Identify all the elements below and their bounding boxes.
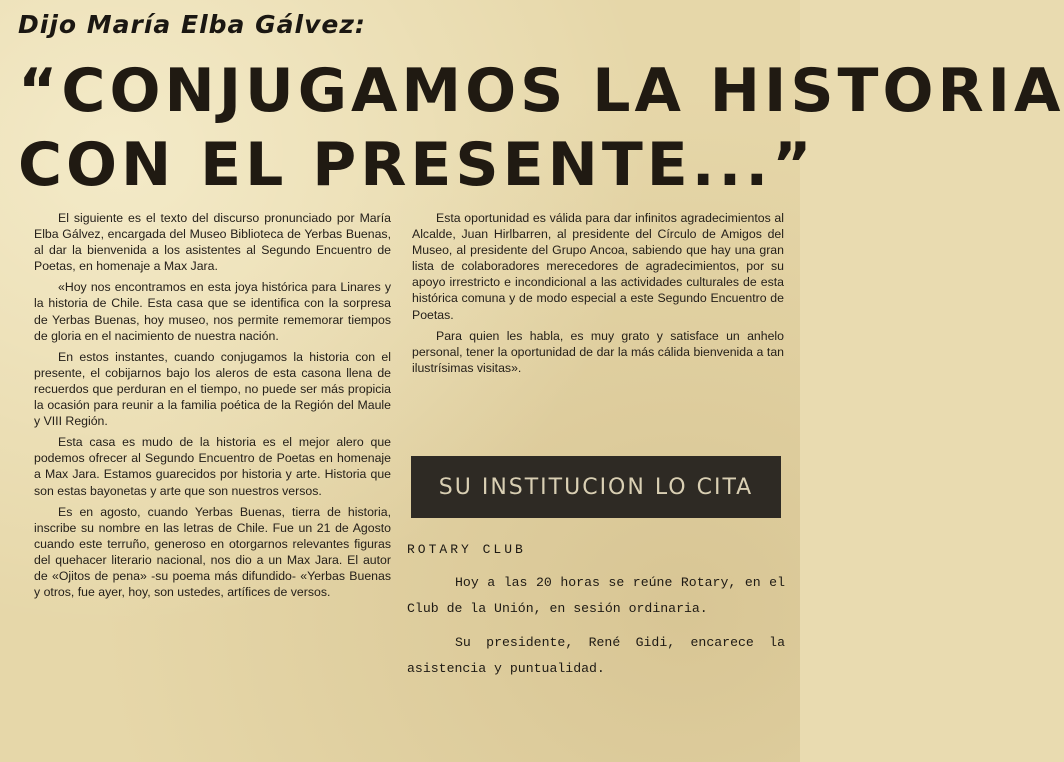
article-headline [18, 54, 1064, 202]
notice-paragraph: Hoy a las 20 horas se reúne Rotary, en el Club de la Unión, en sesión ordinaria. [407, 575, 785, 616]
article-paragraph: Es en agosto, cuando Yerbas Buenas, tierra de historia, inscribe su nombre en las letras de Chile. Fue un 21 de Agosto cuando este terruño, generoso en otorgarnos relevantes figuras del quehacer literario nacional, nos dio a un Max Jara. El autor de «Ojitos de pena» -su poema más difundido- «Yerbas Buenas y otros, fue ayer, hoy, son ustedes, artífices de versos. [34, 504, 391, 600]
notice-label: ROTARY CLUB [407, 542, 526, 557]
article-paragraph: Esta casa es mudo de la historia es el mejor alero que podemos ofrecer al Segundo Encuentro de Poetas en homenaje a Max Jara. Estamos guarecidos por historia y arte. Historia que son estas bayonetas y arte que son nuestros versos. [34, 435, 391, 498]
notice-body [407, 570, 785, 690]
article-kicker: Dijo María Elba Gálvez: [18, 10, 366, 39]
headline-line-1: “CONJUGAMOS LA HISTORIA [18, 56, 1064, 126]
article-left-column [34, 210, 391, 605]
article-right-column [412, 210, 784, 381]
article-paragraph: En estos instantes, cuando conjugamos la historia con el presente, el cobijarnos bajo los aleros de esta casona llena de recuerdos que perduran en el tiempo, no puede ser más propicia la ocasión para reunir a la familia poética de la Región del Maule y VIII Región. [34, 349, 391, 429]
article-paragraph: Para quien les habla, es muy grato y satisface un anhelo personal, tener la oportunidad de dar la más cálida bienvenida a tan ilustrísimas visitas». [412, 328, 784, 375]
article-paragraph: El siguiente es el texto del discurso pronunciado por María Elba Gálvez, encargada del Museo Biblioteca de Yerbas Buenas, al dar la bienvenida a los asistentes al Segundo Encuentro de Poetas, en homenaje a Max Jara. [34, 211, 391, 274]
section-banner [411, 456, 781, 518]
headline-line-2: CON EL PRESENTE...” [18, 130, 816, 200]
article-paragraph: «Hoy nos encontramos en esta joya histórica para Linares y la historia de Chile. Esta casa que se identifica con la sorpresa de Yerbas Buenas, hoy museo, nos permite rememorar tiempos de gloria en el nacimiento de nuestra nación. [34, 280, 391, 343]
section-title: SU INSTITUCION LO CITA [438, 474, 754, 500]
article-paragraph: Esta oportunidad es válida para dar infinitos agradecimientos al Alcalde, Juan Hirlbarren, al presidente del Círculo de Amigos del Museo, al presidente del Grupo Ancoa, sabiendo que hay una gran lista de colaboradores merecedores de agradecimientos, por su apoyo irrestricto e incondicional a las actividades culturales de esta histórica comuna y de modo especial a este Segundo Encuentro de Poetas. [412, 211, 784, 322]
notice-paragraph: Su presidente, René Gidi, encarece la asistencia y puntualidad. [407, 635, 785, 676]
